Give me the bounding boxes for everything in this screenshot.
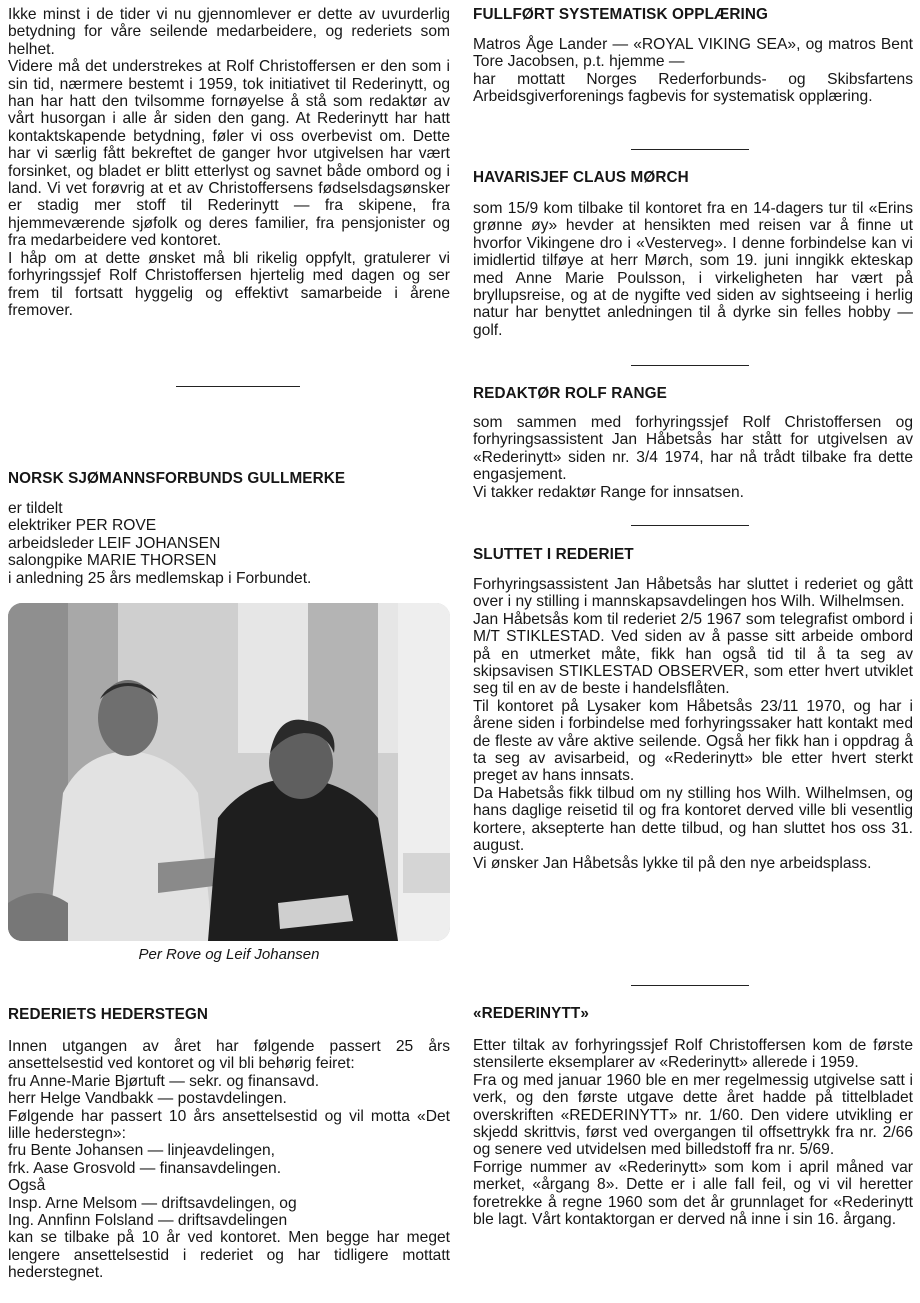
hederstegn-article <box>8 1006 450 1282</box>
rederinytt-article <box>473 1005 913 1228</box>
range-heading: REDAKTØR ROLF RANGE <box>473 385 667 402</box>
range-paragraph: som sammen med forhyringssjef Rolf Christoffersen og forhyringsassistent Jan Håbetsås har stått for utgivelsen av «Rederinytt» siden nr. 3/4 1974, har nå trådt tilbake fra dette engasjement. <box>473 414 913 484</box>
hederstegn-paragraph: fru Bente Johansen — linjeavdelingen, <box>8 1142 276 1160</box>
gullmerke-line: salongpike MARIE THORSEN <box>8 552 217 570</box>
rederinytt-paragraph: Etter tiltak av forhyringssjef Rolf Christoffersen kom de første stensilerte eksemplarer av «Rederinytt» allerede i 1959. <box>473 1037 913 1072</box>
gullmerke-line: elektriker PER ROVE <box>8 517 157 535</box>
rederinytt-heading: «REDERINYTT» <box>473 1005 589 1022</box>
section-divider <box>631 525 749 526</box>
sluttet-paragraph: Jan Håbetsås kom til rederiet 2/5 1967 som telegrafist ombord i M/T STIKLESTAD. Ved siden av å passe sitt arbeide ombord på en utmerket måte, fikk han også tid til å ta seg av skipsavisen STIKLESTAD OBSERVER, som etter hvert utviklet seg til en av de beste i handelsflåten. <box>473 610 913 698</box>
sluttet-article <box>473 546 913 872</box>
hederstegn-paragraph: Ing. Annfinn Folsland — driftsavdelingen <box>8 1212 288 1230</box>
gullmerke-line: i anledning 25 års medlemskap i Forbundet. <box>8 569 312 587</box>
intro-paragraph: I håp om at dette ønsket må bli rikelig oppfylt, gratulerer vi forhyringssjef Rolf Christoffersen hjertelig med dagen og ser frem til fortsatt hyggelig og effektivt samarbeide i årene fremover. <box>8 249 450 319</box>
section-divider <box>631 985 749 986</box>
intro-paragraph: Videre må det understrekes at Rolf Christoffersen er den som i sin tid, nærmere bestemt i 1959, tok initiativet til Rederinytt, og han har hatt den tvilsomme fornøyelse å stå som redaktør av vårt husorgan i alle år siden den gang. At Rederinytt har hatt kontaktskapende betydning, føler vi oss overbevist om. Dette har vi særlig fått bekreftet de ganger hvor utgivelsen har vært forsinket, og bladet er blitt etterlyst og savnet både ombord og i land. Vi vet forøvrig at et av Christoffersens fødselsdagsønsker er stadig mer stoff til Rederinytt — fra skipene, fra hjemmeværende sjøfolk og deres familier, fra pensjonister og fra medarbeidere ved kontoret. <box>8 58 450 250</box>
intro-paragraph: Ikke minst i de tider vi nu gjennomlever er dette av uvurderlig betydning for våre seilende medarbeidere, og rederiets som helhet. <box>8 6 450 58</box>
sluttet-paragraph: Til kontoret på Lysaker kom Håbetsås 23/11 1970, og har i årene siden i forbindelse med forhyringssaker hatt kontakt med de fleste av våre aktive seilende. Også her fikk han i oppdrag å ta seg av avisarbeid, og «Rederinytt» ble etter hvert sterkt preget av hans innsats. <box>473 697 913 785</box>
morch-article <box>473 169 913 339</box>
rederinytt-paragraph: Forrige nummer av «Rederinytt» som kom i april måned var merket, «årgang 8». Dette er i alle fall feil, og vi vil heretter foretrekke å regne 1960 som det år grunnlaget for «Rederinytt ble lagt. Vårt kontaktorgan er derved nå inne i sin 16. årgang. <box>473 1158 913 1229</box>
hederstegn-paragraph: herr Helge Vandbakk — postavdelingen. <box>8 1090 287 1108</box>
morch-paragraph: som 15/9 kom tilbake til kontoret fra en 14-dagers tur til «Erins grønne øy» hevder at hensikten med reisen var å finne ut hvorfor Vikingene dro i «Vesterveg». I denne forbindelse kan vi imidlertid tilføye at herr Mørch, som 19. juni inngikk ekteskap med Anne Marie Poulsson, i virkeligheten har vært på bryllupsreise, og at de nygifte ved siden av sightseeing i herlig natur har benyttet anledningen til å dyrke sin felles hobby — golf. <box>473 200 913 339</box>
section-divider <box>631 149 749 150</box>
sluttet-heading: SLUTTET I REDERIET <box>473 546 634 563</box>
hederstegn-paragraph: Innen utgangen av året har følgende passert 25 års ansettelsestid ved kontoret og vil bli behørig feiret: <box>8 1038 450 1073</box>
hederstegn-paragraph: Følgende har passert 10 års ansettelsestid og vil motta «Det lille hederstegn»: <box>8 1107 450 1143</box>
section-divider <box>176 386 300 387</box>
sluttet-paragraph: Forhyringsassistent Jan Håbetsås har sluttet i rederiet og gått over i ny stilling i mannskapsavdelingen hos Wilh. Wilhelmsen. <box>473 576 913 611</box>
hederstegn-heading: REDERIETS HEDERSTEGN <box>8 1006 209 1023</box>
morch-heading: HAVARISJEF CLAUS MØRCH <box>473 169 689 186</box>
intro-article <box>8 6 450 319</box>
range-paragraph: Vi takker redaktør Range for innsatsen. <box>473 483 745 501</box>
hederstegn-paragraph: fru Anne-Marie Bjørtuft — sekr. og finansavd. <box>8 1072 320 1090</box>
opplaering-article <box>473 6 913 106</box>
opplaering-paragraph: Matros Åge Lander — «ROYAL VIKING SEA», og matros Bent Tore Jacobsen, p.t. hjemme — <box>473 36 913 71</box>
photo-per-rove-leif-johansen <box>8 603 450 941</box>
hederstegn-paragraph: kan se tilbake på 10 år ved kontoret. Men begge har meget lengere ansettelsestid i rederiet og har tidligere mottatt hederstegnet. <box>8 1229 450 1282</box>
hederstegn-paragraph: frk. Aase Grosvold — finansavdelingen. <box>8 1159 282 1177</box>
hederstegn-paragraph: Insp. Arne Melsom — driftsavdelingen, og <box>8 1194 297 1212</box>
range-article <box>473 385 913 501</box>
gullmerke-heading: NORSK SJØMANNSFORBUNDS GULLMERKE <box>8 470 346 487</box>
photo-caption: Per Rove og Leif Johansen <box>138 946 320 963</box>
rederinytt-paragraph: Fra og med januar 1960 ble en mer regelmessig utgivelse satt i verk, og den første utgave dette året hadde på tittelbladet overskriften «REDERINYTT» nr. 1/60. Den videre utvikling er skjedd skrittvis, først ved overgangen til offsettrykk fra nr. 2/66 og senere ved utvidelsen med billedstoff fra nr. 5/69. <box>473 1071 913 1159</box>
opplaering-heading: FULLFØRT SYSTEMATISK OPPLÆRING <box>473 6 769 23</box>
gullmerke-line: er tildelt <box>8 500 63 517</box>
gullmerke-article <box>8 470 450 587</box>
gullmerke-line: arbeidsleder LEIF JOHANSEN <box>8 534 221 552</box>
opplaering-paragraph: har mottatt Norges Rederforbunds- og Skibsfartens Arbeidsgiverforenings fagbevis for systematisk opplæring. <box>473 70 913 106</box>
hederstegn-paragraph: Også <box>8 1177 46 1195</box>
photo-illustration <box>8 603 450 941</box>
sluttet-paragraph: Da Habetsås fikk tilbud om ny stilling hos Wilh. Wilhelmsen, og hans daglige reisetid til og fra kontoret derved ville bli vesentlig kortere, aksepterte han dette tilbud, og han sluttet hos oss 31. august. <box>473 784 913 855</box>
section-divider <box>631 365 749 366</box>
sluttet-paragraph: Vi ønsker Jan Håbetsås lykke til på den nye arbeidsplass. <box>473 854 872 872</box>
